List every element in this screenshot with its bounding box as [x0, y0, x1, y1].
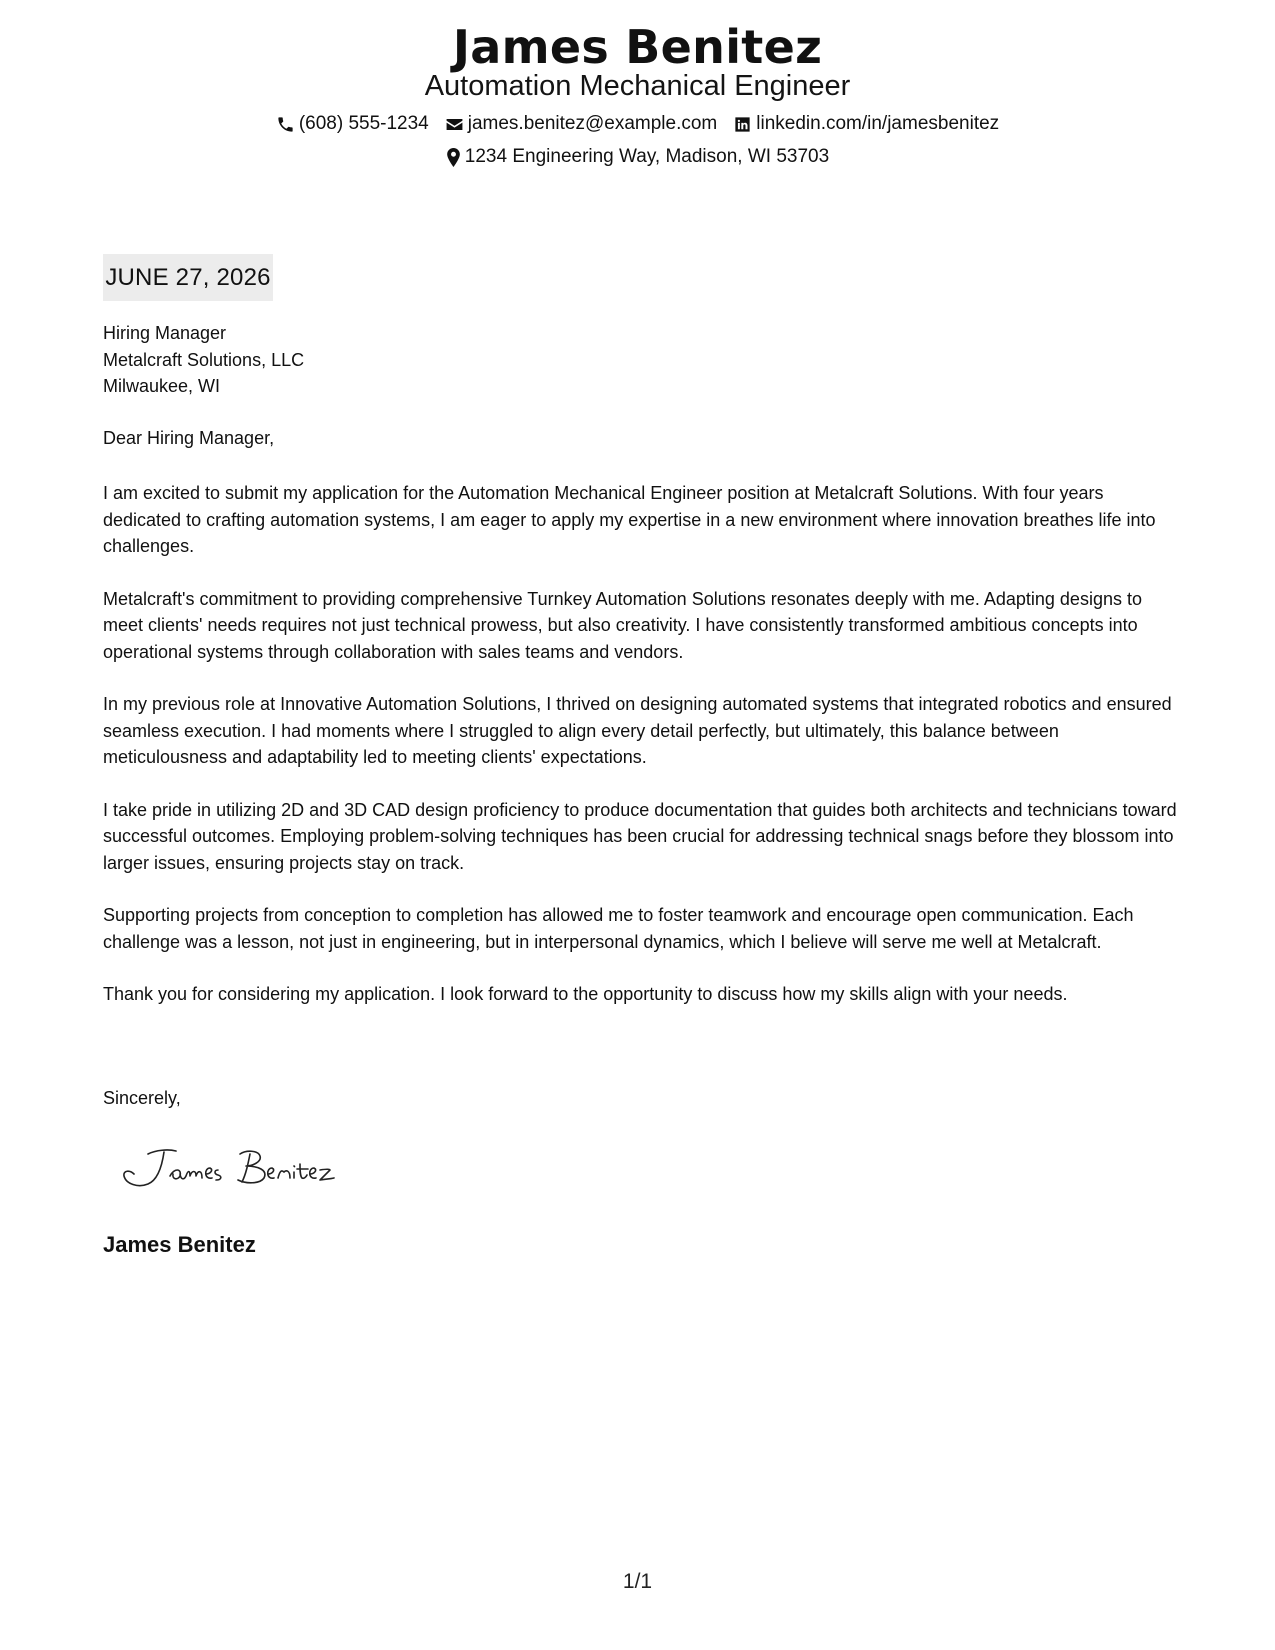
recipient-block: [103, 320, 304, 400]
letter-body: [103, 480, 1183, 1034]
recipient-title: Hiring Manager: [103, 323, 227, 343]
phone-contact[interactable]: [276, 113, 429, 135]
linkedin-icon: [733, 115, 752, 134]
body-paragraph: I am excited to submit my application for the Automation Mechanical Engineer position at Metalcraft Solutions. With four years dedicated to crafting automation systems, I am eager to apply my expertise in a new environment where innovation breathes life into challenges.: [103, 483, 1156, 556]
envelope-icon: [445, 115, 464, 134]
page-indicator: 1/1: [622, 1570, 653, 1593]
applicant-name: James Benitez: [452, 20, 823, 74]
closing: Sincerely,: [103, 1088, 181, 1108]
recipient-company: Metalcraft Solutions, LLC: [103, 349, 305, 370]
body-paragraph: I take pride in utilizing 2D and 3D CAD design proficiency to produce documentation that guides both architects and technicians toward successful outcomes. Employing problem-solving techniques has been crucial for addressing technical snags before they blossom into larger issues, ensuring projects stay on track.: [103, 799, 1177, 873]
salutation: Dear Hiring Manager,: [103, 428, 275, 448]
map-marker-icon: [446, 148, 461, 167]
body-paragraph: In my previous role at Innovative Automation Solutions, I thrived on designing automated systems that integrated robotics and ensured seamless execution. I had moments where I struggled to align every detail perfectly, but ultimately, this balance between meticulousness and adaptability led to meeting clients' expectations.: [103, 694, 1172, 767]
signer-name: James Benitez: [103, 1232, 256, 1257]
contact-line: [0, 113, 1275, 135]
linkedin-contact[interactable]: [733, 113, 999, 135]
letter-date: JUNE 27, 2026: [103, 254, 273, 301]
email-contact[interactable]: [445, 113, 718, 135]
phone-text: (608) 555-1234: [298, 113, 429, 134]
applicant-role: Automation Mechanical Engineer: [424, 70, 851, 102]
handwritten-signature: [118, 1140, 358, 1200]
phone-icon: [276, 115, 295, 134]
recipient-location: Milwaukee, WI: [103, 376, 221, 396]
address-line: [0, 146, 1275, 168]
linkedin-text: linkedin.com/in/jamesbenitez: [756, 113, 1000, 134]
email-text: james.benitez@example.com: [467, 113, 718, 134]
body-paragraph: Supporting projects from conception to completion has allowed me to foster teamwork and encourage open communication. Each challenge was a lesson, not just in engineering, but in interpersonal dynamics, which I believe will serve me well at Metalcraft.: [103, 905, 1134, 952]
address-text: 1234 Engineering Way, Madison, WI 53703: [464, 146, 830, 167]
body-paragraph: Metalcraft's commitment to providing comprehensive Turnkey Automation Solutions resonates deeply with me. Adapting designs to meet clients' needs requires not just technical prowess, but also creativity. I have consistently transformed ambitious concepts into operational systems through collaboration with sales teams and vendors.: [103, 588, 1142, 662]
body-paragraph: Thank you for considering my application. I look forward to the opportunity to discuss how my skills align with your needs.: [103, 984, 1068, 1004]
